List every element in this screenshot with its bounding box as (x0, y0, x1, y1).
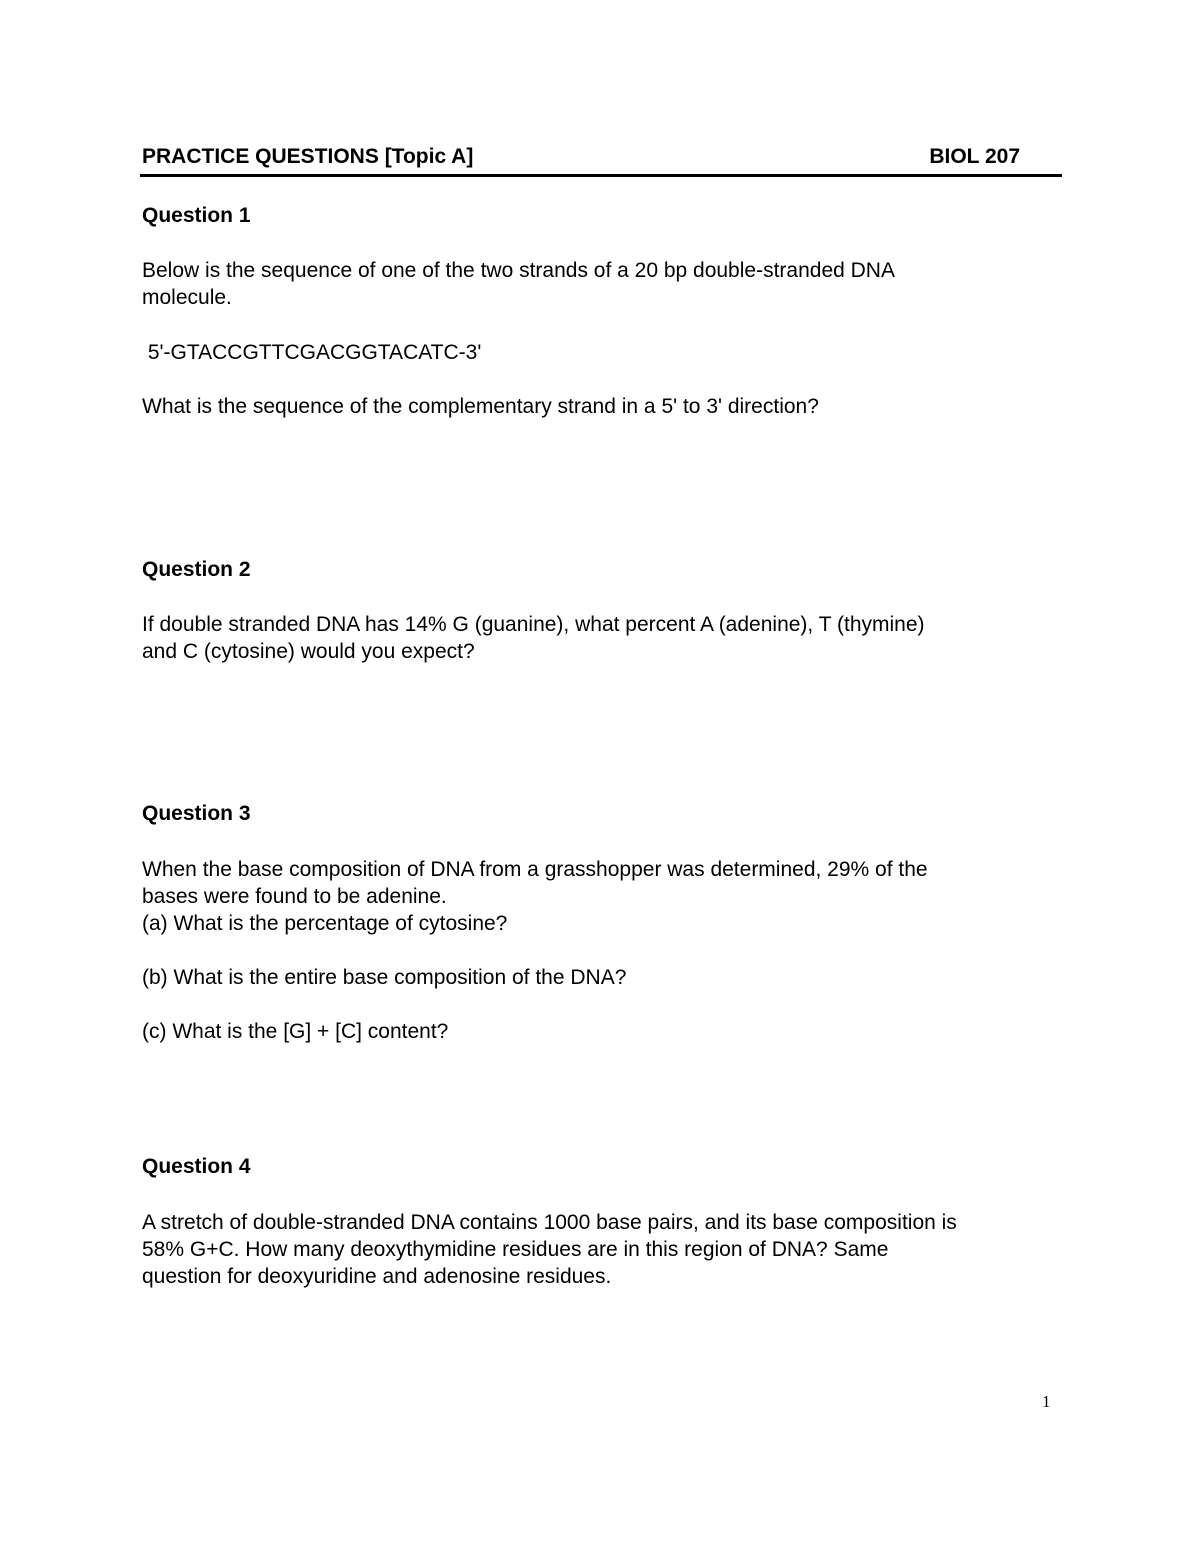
question-2-text-line: and C (cytosine) would you expect? (142, 640, 475, 663)
question-3-text-line: When the base composition of DNA from a grasshopper was determined, 29% of the (142, 858, 928, 881)
question-4-text-line: 58% G+C. How many deoxythymidine residues are in this region of DNA? Same (142, 1238, 889, 1261)
question-1-intro (142, 257, 1072, 311)
question-3-part-b-block (142, 964, 1072, 991)
question-1-sequence (142, 339, 1072, 366)
question-2-heading: Question 2 (142, 558, 251, 581)
question-4-text-line: A stretch of double-stranded DNA contains 1000 base pairs, and its base composition is (142, 1211, 957, 1234)
question-1-prompt (142, 393, 1072, 420)
question-3-part-b: (b) What is the entire base composition of the DNA? (142, 966, 627, 989)
document-header (140, 138, 1062, 177)
question-1-text-line: Below is the sequence of one of the two strands of a 20 bp double-stranded DNA (142, 259, 895, 282)
question-4-heading: Question 4 (142, 1155, 251, 1178)
question-3-part-c: (c) What is the [G] + [C] content? (142, 1020, 449, 1043)
question-4-text-line: question for deoxyuridine and adenosine residues. (142, 1265, 612, 1288)
question-4-body (142, 1209, 1072, 1290)
question-1-prompt-line: What is the sequence of the complementary strand in a 5' to 3' direction? (142, 395, 819, 418)
dna-sequence: 5'-GTACCGTTCGACGGTACATC-3' (142, 341, 482, 364)
header-title: PRACTICE QUESTIONS [Topic A] (142, 145, 474, 168)
question-3-part-c-block (142, 1018, 1072, 1045)
page-number: 1 (1042, 1392, 1051, 1411)
header-course-code: BIOL 207 (929, 145, 1020, 168)
question-1-heading: Question 1 (142, 204, 251, 227)
question-1-text-line: molecule. (142, 286, 232, 309)
question-3-part-a: (a) What is the percentage of cytosine? (142, 912, 508, 935)
question-3-heading: Question 3 (142, 802, 251, 825)
question-3-intro (142, 856, 1072, 937)
question-2-body (142, 611, 1072, 665)
question-2-text-line: If double stranded DNA has 14% G (guanine), what percent A (adenine), T (thymine) (142, 613, 925, 636)
question-3-text-line: bases were found to be adenine. (142, 885, 447, 908)
